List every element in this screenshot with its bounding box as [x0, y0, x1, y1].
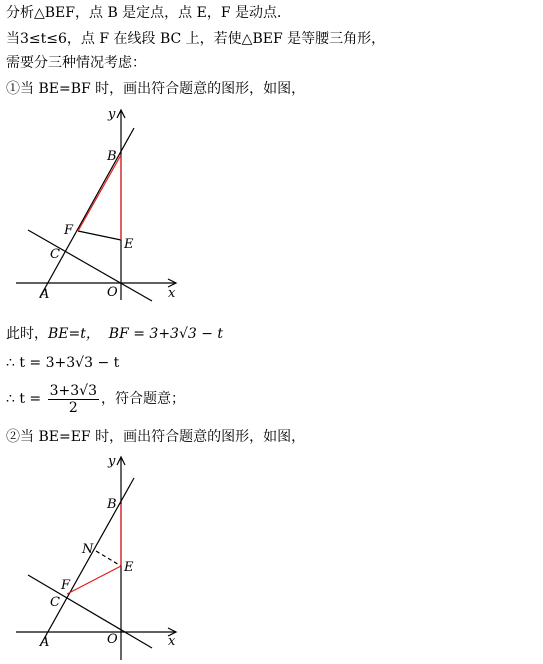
text-line-4: ①当 BE=BF 时，画出符合题意的图形，如图，: [6, 81, 306, 97]
label-point-a: A: [40, 287, 50, 302]
label-point-b-2: B: [107, 497, 117, 512]
text-line-5b: BE=t，: [48, 326, 100, 342]
label-point-a-2: A: [40, 635, 50, 650]
text-line-6: ∴ t = 3+3√3 − t: [6, 355, 120, 371]
text-line-3: 需要分三种情况考虑：: [6, 55, 146, 71]
label-y-axis: y: [108, 107, 116, 122]
text-line-8: ②当 BE=EF 时，画出符合题意的图形，如图，: [6, 429, 306, 445]
label-x-axis: x: [168, 286, 176, 301]
segment-ne-dashed: [96, 551, 121, 566]
label-y-axis-2: y: [108, 454, 116, 469]
label-point-n: N: [82, 542, 94, 557]
line-abc-2: [40, 478, 134, 646]
text-line-7-suffix: ，符合题意；: [101, 391, 185, 407]
label-x-axis-2: x: [168, 634, 176, 649]
fraction-denominator: 2: [68, 399, 78, 416]
label-point-f-2: F: [61, 578, 71, 593]
text-line-5c: BF = 3+3√3 − t: [108, 326, 224, 342]
label-point-f: F: [64, 223, 74, 238]
label-point-c-2: C: [50, 595, 60, 610]
label-point-e: E: [124, 237, 134, 252]
label-point-b: B: [107, 149, 117, 164]
text-line-5a: 此时，: [6, 326, 48, 342]
label-point-c: C: [50, 247, 60, 262]
text-line-1: 分析△BEF，点 B 是定点，点 E，F 是动点．: [6, 5, 292, 21]
fraction-numerator: 3+3√3: [49, 382, 97, 399]
label-point-o: O: [107, 285, 118, 300]
label-point-e-2: E: [124, 560, 134, 575]
text-line-7-prefix: ∴ t =: [6, 391, 42, 407]
segment-ef-red: [67, 566, 121, 594]
text-line-2: 当3≤t≤6，点 F 在线段 BC 上，若使△BEF 是等腰三角形，: [6, 31, 386, 47]
label-point-o-2: O: [107, 632, 118, 647]
